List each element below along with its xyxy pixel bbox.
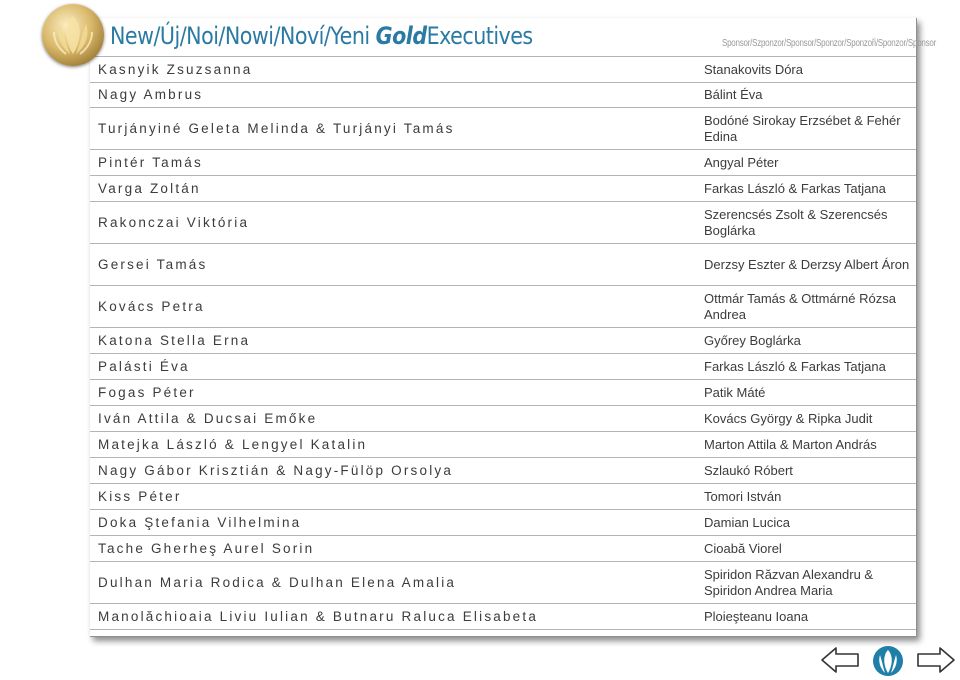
executive-name: Doka Ştefania Vilhelmina <box>98 515 302 530</box>
sponsor-name: Szerencsés Zsolt & Szerencsés Boglárka <box>704 206 888 238</box>
table-row <box>90 244 916 286</box>
table-row <box>90 176 916 202</box>
logo-emblem-icon <box>42 4 104 66</box>
executive-name: Varga Zoltán <box>98 181 201 196</box>
sponsor-column-header: Sponsor/Szponzor/Sponsor/Sponzor/Sponzoři/Sponzor/Sponsor <box>722 38 937 49</box>
table-row <box>90 604 916 630</box>
executive-name: Nagy Ambrus <box>98 87 204 102</box>
executive-name: Fogas Péter <box>98 385 196 400</box>
table-row <box>90 510 916 536</box>
arrow-right-icon[interactable] <box>916 646 956 674</box>
title-main: New/Új/Noi/Nowi/Noví/Yeni <box>110 22 370 50</box>
sponsor-name: Marton Attila & Marton András <box>704 436 877 452</box>
table-row <box>90 286 916 328</box>
executive-name: Gersei Tamás <box>98 257 208 272</box>
executive-name: Katona Stella Erna <box>98 333 251 348</box>
table-row <box>90 406 916 432</box>
sponsor-name: Patik Máté <box>704 384 766 400</box>
company-logo <box>42 4 104 66</box>
sponsor-name: Győrey Boglárka <box>704 332 801 348</box>
executive-name: Manolăchioaia Liviu Iulian & Butnaru Raluca Elisabeta <box>98 609 539 624</box>
sponsor-name: Szlaukó Róbert <box>704 462 793 478</box>
sponsor-name: Stanakovits Dóra <box>704 61 803 77</box>
executive-name: Pintér Tamás <box>98 155 203 170</box>
logo-home-icon[interactable] <box>868 644 908 678</box>
table-row <box>90 150 916 176</box>
executive-name: Turjányiné Geleta Melinda & Turjányi Tamás <box>98 121 455 136</box>
table-row <box>90 328 916 354</box>
table-row <box>90 56 916 83</box>
executive-name: Rakonczai Viktória <box>98 215 250 230</box>
sponsor-name: Damian Lucica <box>704 514 790 530</box>
table-row <box>90 458 916 484</box>
table-row <box>90 536 916 562</box>
table-row <box>90 484 916 510</box>
table-row <box>90 380 916 406</box>
sponsor-name: Bodóné Sirokay Erzsébet & Fehér Edina <box>704 112 901 144</box>
table-row <box>90 432 916 458</box>
sponsor-name: Cioabă Viorel <box>704 540 782 556</box>
executive-name: Kiss Péter <box>98 489 182 504</box>
executive-name: Kasnyik Zsuzsanna <box>98 62 253 77</box>
table-row <box>90 562 916 604</box>
executive-name: Iván Attila & Ducsai Emőke <box>98 411 318 426</box>
sponsor-name: Farkas László & Farkas Tatjana <box>704 358 886 374</box>
table-row <box>90 354 916 380</box>
sponsor-name: Farkas László & Farkas Tatjana <box>704 180 886 196</box>
executive-name: Dulhan Maria Rodica & Dulhan Elena Amalia <box>98 575 457 590</box>
table-row <box>90 202 916 244</box>
sponsor-name: Tomori István <box>704 488 782 504</box>
sponsor-name: Spiridon Răzvan Alexandru & Spiridon Andrea Maria <box>704 566 874 598</box>
sponsor-name: Ploieşteanu Ioana <box>704 608 809 624</box>
executive-name: Matejka László & Lengyel Katalin <box>98 437 368 452</box>
sponsor-name: Angyal Péter <box>704 154 779 170</box>
title-executives: Executives <box>426 22 533 50</box>
executive-name: Palásti Éva <box>98 359 190 374</box>
sponsor-name: Bálint Éva <box>704 86 763 102</box>
sponsor-name: Ottmár Tamás & Ottmárné Rózsa Andrea <box>704 290 896 322</box>
arrow-left-icon[interactable] <box>820 646 860 674</box>
executive-name: Tache Gherheş Aurel Sorin <box>98 541 315 556</box>
executive-name: Kovács Petra <box>98 299 205 314</box>
title-gold: Gold <box>375 22 427 50</box>
table-row <box>90 82 916 108</box>
sponsor-name: Kovács György & Ripka Judit <box>704 410 873 426</box>
executive-name: Nagy Gábor Krisztián & Nagy-Fülöp Orsolya <box>98 463 454 478</box>
sponsor-name: Derzsy Eszter & Derzsy Albert Áron <box>704 256 910 272</box>
table-row <box>90 108 916 150</box>
page-title <box>110 22 533 56</box>
